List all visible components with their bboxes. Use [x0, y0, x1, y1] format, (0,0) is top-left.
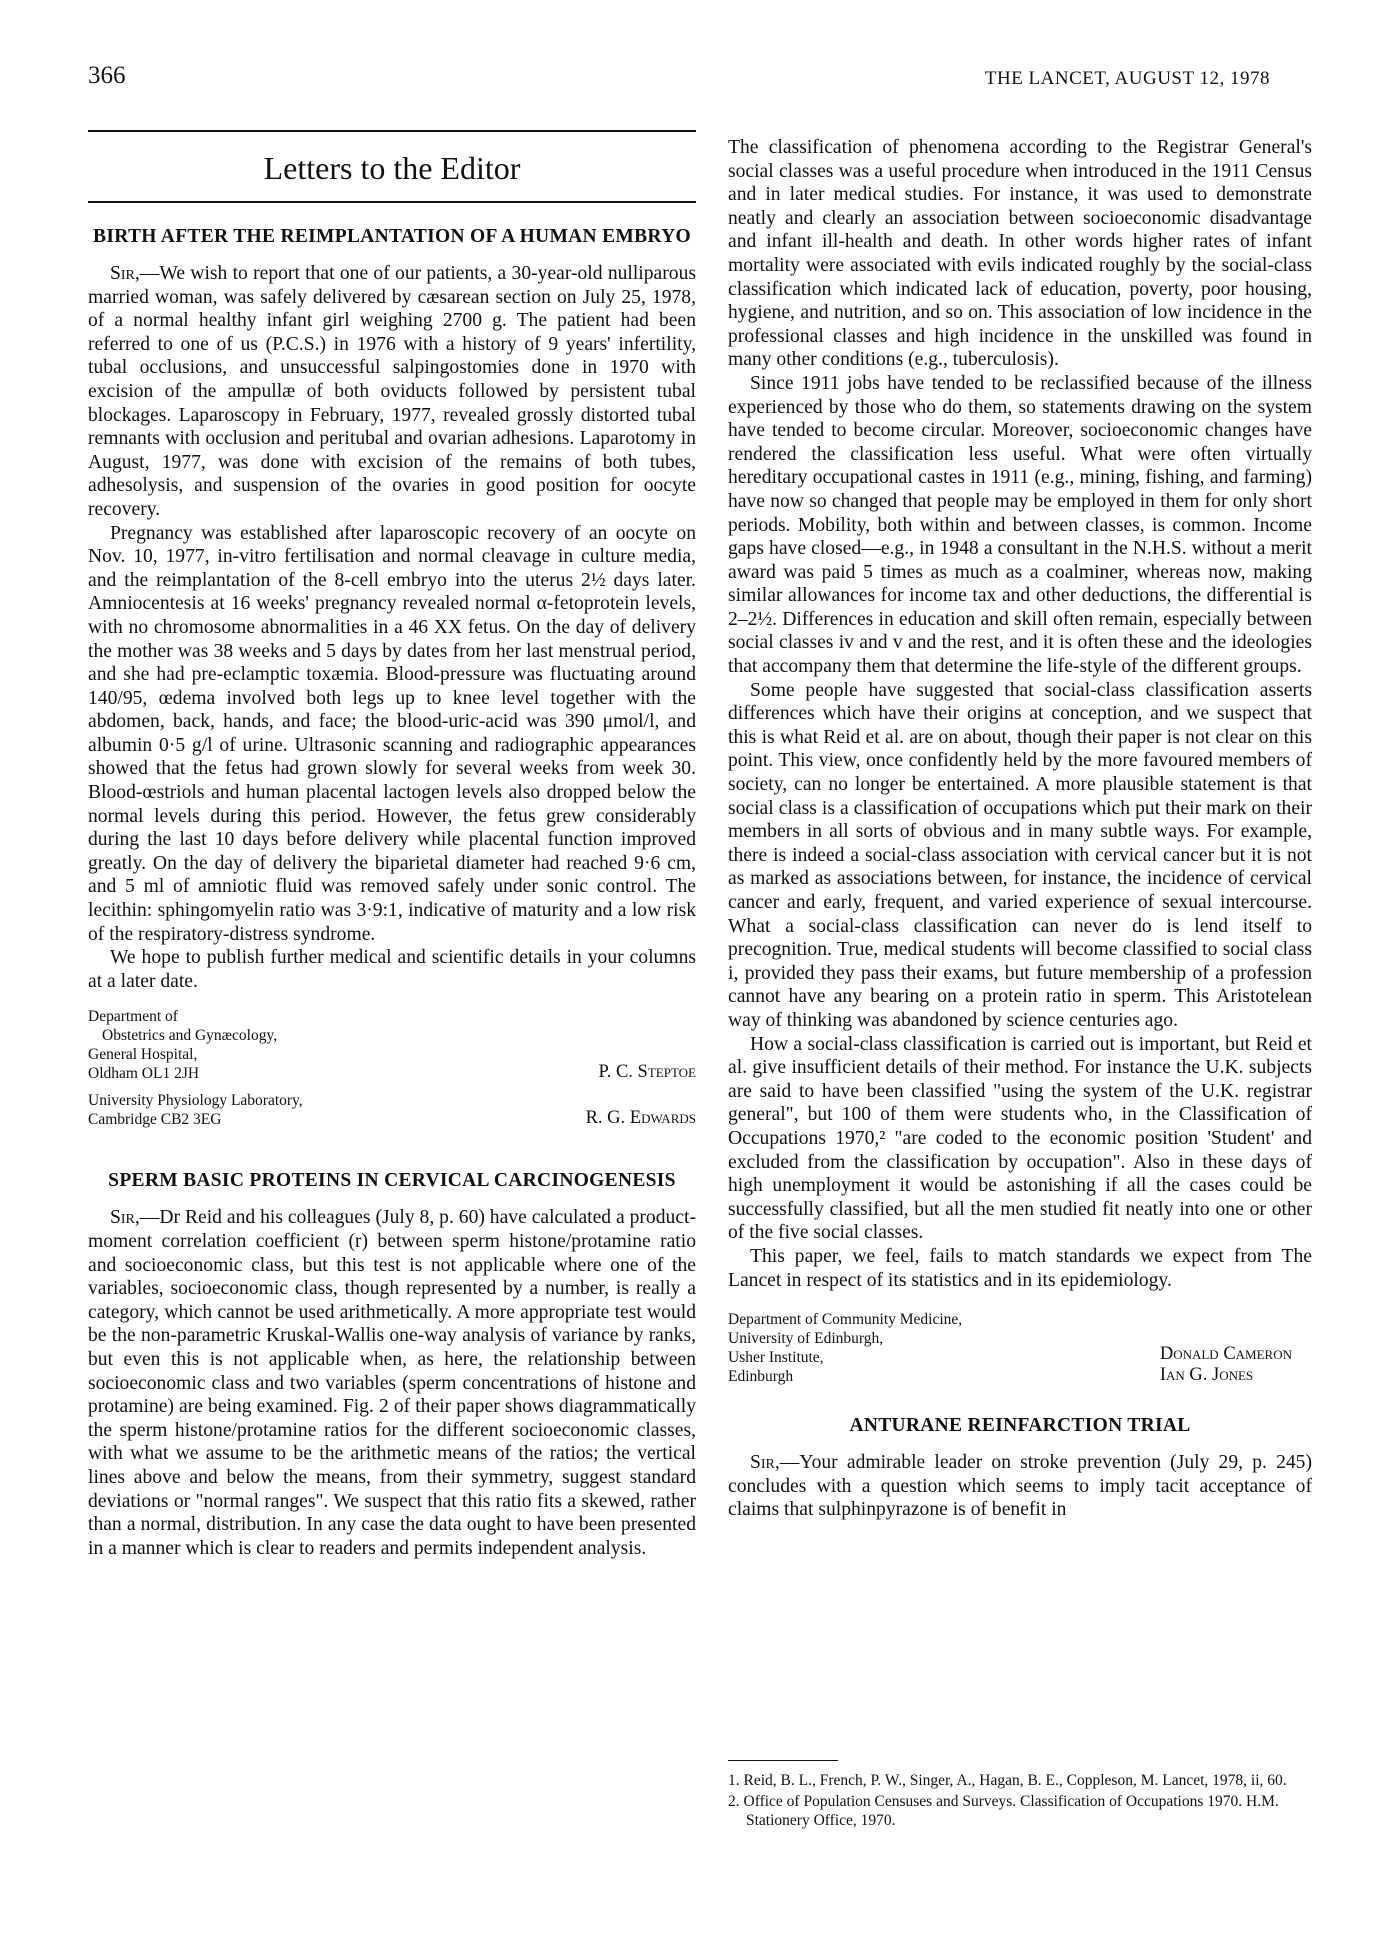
letter1-address-1: Department of Obstetrics and Gynæcology, General Hospital, Oldham OL1 2JH — [88, 1008, 278, 1083]
letter2-title: SPERM BASIC PROTEINS IN CERVICAL CARCINOGENESIS — [108, 1170, 676, 1192]
letter1-title: BIRTH AFTER THE REIMPLANTATION OF A HUMAN EMBRYO — [93, 226, 691, 247]
right-column — [728, 136, 1312, 1522]
letter2-signers — [1160, 1344, 1292, 1386]
left-column — [88, 130, 696, 1560]
letter1-salutation: Sir, — [110, 263, 140, 284]
letter2-paragraph-1: Sir,—Dr Reid and his colleagues (July 8, p. 60) have calculated a product-moment correlation coefficient (r) between sperm histone/protamine ratio and socioeconomic class, but this test is not applicable where one of the variables, socioeconomic class, though represented by a number, is really a category, which cannot be used arithmetically. A more appropriate test would be the non-parametric Kruskal-Wallis one-way analysis of variance by ranks, but even this is not applicable when, as here, the relationship between socioeconomic class and two variables (sperm concentrations of histone and protamine) are being examined. Fig. 2 of their paper shows diagrammatically the sperm histone/protamine ratios for the different socioeconomic classes, with what we assume to be the arithmetic means of the ratios; the vertical lines above and below the means, from their symmetry, suggest standard deviations or "normal ranges". We suspect that this ratio fits a skewed, rather than a normal, distribution. In any case the data ought to have been presented in a manner which is clear to readers and permits independent analysis. — [88, 1207, 696, 1559]
letter2-paragraph-2: The classification of phenomena according to the Registrar General's social classes was a useful procedure when introduced in the 1911 Census and in later medical studies. For instance, it was used to demonstrate neatly and clearly an association between socioeconomic disadvantage and infant ill-health and death. In other words higher rates of infant mortality were associated with evils indicated roughly by the social-class classification which indicated lack of education, poverty, poor housing, hygiene, and nutrition, and so on. This association of low incidence in the professional classes and high incidence in the unskilled was found in many other conditions (e.g., tuberculosis). — [728, 137, 1312, 371]
footnote-rule — [728, 1760, 838, 1761]
letter1-address-2: University Physiology Laboratory, Cambridge CB2 3EG — [88, 1092, 303, 1129]
letter2-signatures — [728, 1310, 1312, 1386]
letter3-paragraph-1: Sir,—Your admirable leader on stroke prevention (July 29, p. 245) concludes with a question which seems to imply tacit acceptance of claims that sulphinpyrazone is of benefit in — [728, 1452, 1312, 1521]
letter1-signature-row-2 — [88, 1091, 696, 1129]
footnote-2: 2. Office of Population Censuses and Surveys. Classification of Occupations 1970. H.M. Stationery Office, 1970. — [728, 1793, 1279, 1829]
letter2-paragraph-4: Some people have suggested that social-class classification asserts differences which have their origins at conception, and we suspect that this is what Reid et al. are on about, though their paper is not clear on this point. This view, once confidently held by the more favoured members of society, can no longer be entertained. A more plausible statement is that social class is a classification of occupations which put their mark on their members in all sorts of obvious and in many subtle ways. For example, there is indeed a social-class association with cervical cancer but it is not as marked as associations between, for instance, the incidence of cervical cancer and early, frequent, and varied experience of sexual intercourse. What a social-class classification can never do is lend itself to precognition. True, medical students will become classified to social class i, provided they pass their exams, but future membership of a profession cannot have any bearing on a protein ratio in sperm. This Aristotelean way of thinking was abandoned by science centuries ago. — [728, 679, 1312, 1031]
section-bottom-rule — [88, 201, 696, 203]
letter1-paragraph-1: Sir,—We wish to report that one of our patients, a 30-year-old nulliparous married woman, was safely delivered by cæsarean section on July 25, 1978, of a normal healthy infant girl weighing 2700 g. The patient had been referred to one of us (P.C.S.) in 1976 with a history of 9 years' infertility, tubal occlusions, and unsuccessful salpingostomies done in 1970 with excision of the ampullæ of both oviducts followed by persistent tubal blockages. Laparoscopy in February, 1977, revealed grossly distorted tubal remnants with occlusion and peritubal and ovarian adhesions. Laparotomy in August, 1977, was done with excision of the remains of both tubes, adhesolysis, and suspension of the ovaries in good position for oocyte recovery. — [88, 263, 696, 520]
page-number: 366 — [88, 62, 126, 89]
letter1-paragraph-3: We hope to publish further medical and scientific details in your columns at a later date. — [88, 947, 696, 992]
letter1-signatures — [88, 1007, 696, 1129]
letter2-salutation: Sir, — [110, 1207, 140, 1229]
letter2-paragraph-6: This paper, we feel, fails to match standards we expect from The Lancet in respect of its statistics and in its epidemiology. — [728, 1245, 1312, 1291]
letter1-paragraph-2: Pregnancy was established after laparoscopic recovery of an oocyte on Nov. 10, 1977, in-vitro fertilisation and normal cleavage in culture media, and the reimplantation of the 8-cell embryo into the uterus 2½ days later. Amniocentesis at 16 weeks' pregnancy revealed normal α-fetoprotein levels, with no chromosome abnormalities in a 46 XX fetus. On the day of delivery the mother was 38 weeks and 5 days by dates from her last menstrual period, and she had pre-eclamptic toxæmia. Blood-pressure was fluctuating around 140/95, œdema involved both legs up to knee level together with the abdomen, back, hands, and face; the blood-uric-acid was 390 μmol/l, and albumin 0·5 g/l of urine. Ultrasonic scanning and radiographic appearances showed that the fetus had grown slowly for several weeks from week 30. Blood-œstriols and human placental lactogen levels also dropped below the normal levels during this period. However, the fetus grew considerably during the last 10 days before delivery while placental function improved greatly. On the day of delivery the biparietal diameter had reached 9·6 cm, and 5 ml of amniotic fluid was removed safely under sonic control. The lecithin: sphingomyelin ratio was 3·9:1, indicative of maturity and a low risk of the respiratory-distress syndrome. — [88, 522, 696, 945]
letter2-signer-1: Donald Cameron — [1159, 1344, 1292, 1365]
section-title: Letters to the Editor — [263, 150, 521, 186]
letter3-title: ANTURANE REINFARCTION TRIAL — [849, 1415, 1191, 1437]
letter1-signer-2: R. G. Edwards — [585, 1108, 696, 1129]
letter1-signer-1: P. C. Steptoe — [598, 1062, 696, 1083]
letter3-salutation: Sir, — [750, 1452, 780, 1474]
letter2-address: Department of Community Medicine, University of Edinburgh, Usher Institute, Edinburgh — [728, 1311, 963, 1386]
running-head: THE LANCET, AUGUST 12, 1978 — [984, 68, 1270, 89]
letter2-paragraph-3: Since 1911 jobs have tended to be reclassified because of the illness experienced by those who do them, so statements drawing on the system have tended to become circular. Moreover, socioeconomic changes have rendered the classification less useful. What were often virtually hereditary occupational castes in 1911 (e.g., mining, fishing, and farming) have now so changed that people may be employed in them for only short periods. Mobility, both within and between classes, is common. Income gaps have closed—e.g., in 1948 a consultant in the N.H.S. without a merit award was paid 5 times as much as a coalminer, whereas now, making similar allowances for income tax and other deductions, the differential is 2–2½. Differences in education and skill often remain, especially between social classes iv and v and the rest, and it is often these and the ideologies that accompany them that determine the life-style of the different groups. — [728, 372, 1312, 678]
letter2-signer-2: Ian G. Jones — [1159, 1365, 1254, 1386]
footnote-1: 1. Reid, B. L., French, P. W., Singer, A., Hagan, B. E., Coppleson, M. Lancet, 1978, ii, 60. — [728, 1772, 1287, 1789]
letter1-signature-row-1 — [88, 1007, 696, 1083]
footnotes — [728, 1760, 1312, 1832]
page-header — [0, 62, 1400, 102]
letter2-paragraph-5: How a social-class classification is carried out is important, but Reid et al. give insufficient details of their method. For instance the U.K. subjects are said to have been classified "using the system of the U.K. registrar general", but 100 of them were students who, in the Classification of Occupations 1970,² "are coded to the economic position 'Student' and excluded from the classification by occupation". Also in these days of high unemployment it would be astonishing if all the cases could be successfully classified, but all the men studied fit neatly into one or other of the five social classes. — [728, 1033, 1312, 1244]
letter2-signature-row — [728, 1310, 1312, 1386]
